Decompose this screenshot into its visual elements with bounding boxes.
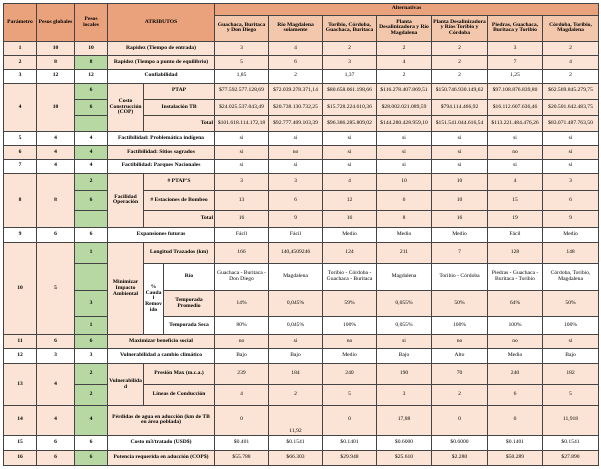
value-cell: 3 bbox=[377, 385, 432, 406]
global-weight: 8 bbox=[37, 55, 75, 69]
value-cell: Alto bbox=[432, 349, 488, 364]
table-row bbox=[4, 349, 599, 364]
value-cell: si bbox=[432, 132, 488, 146]
table-row bbox=[4, 210, 599, 227]
sub-attribute-label: Temporada Seca bbox=[164, 316, 215, 334]
table-row bbox=[4, 242, 599, 263]
param-number: 2 bbox=[4, 55, 37, 69]
value-cell: 13 bbox=[215, 191, 269, 211]
value-cell: $62.569.845.279,75 bbox=[543, 83, 599, 99]
value-cell: 140,4509246 bbox=[269, 242, 323, 263]
table-row bbox=[4, 159, 599, 173]
value-cell: si bbox=[543, 159, 599, 173]
value-cell: si bbox=[488, 159, 543, 173]
value-cell: $83.071.487.763,50 bbox=[543, 116, 599, 132]
value-cell: si bbox=[543, 146, 599, 160]
local-weight: 8 bbox=[75, 55, 108, 69]
alt-header: Toribio, Córdoba, Guachaca, Buritaca bbox=[323, 15, 377, 42]
param-number: 10 bbox=[4, 242, 37, 334]
value-cell: si bbox=[432, 146, 488, 160]
value-cell: no bbox=[323, 335, 377, 349]
value-cell: 50% bbox=[543, 291, 599, 316]
attribute-label: Expansiones futuras bbox=[108, 227, 215, 242]
value-cell: si bbox=[543, 335, 599, 349]
value-cell: 240 bbox=[488, 364, 543, 385]
table-row bbox=[4, 191, 599, 211]
global-weight: 4 bbox=[37, 159, 75, 173]
value-cell: 0,045% bbox=[269, 316, 323, 334]
value-cell: $27.890 bbox=[543, 450, 599, 465]
value-cell: si bbox=[377, 159, 432, 173]
value-cell: 2 bbox=[543, 42, 599, 56]
value-cell: 4 bbox=[215, 385, 269, 406]
local-weight: 1 bbox=[75, 242, 108, 263]
param-number: 7 bbox=[4, 159, 37, 173]
value-cell: $72.039.278.371,14 bbox=[269, 83, 323, 99]
value-cell: Medio bbox=[377, 227, 432, 242]
value-cell: 166 bbox=[215, 242, 269, 263]
value-cell: $0.6000 bbox=[377, 435, 432, 450]
attribute-label: Factibilidad: Sitios sagrados bbox=[108, 146, 215, 160]
value-cell: si bbox=[215, 132, 269, 146]
value-cell: 148 bbox=[543, 242, 599, 263]
value-cell: 2 bbox=[432, 385, 488, 406]
alt-header: Planta Desalinizadora y Río Magdalena bbox=[377, 15, 432, 42]
value-cell: $113.221.484.476,26 bbox=[488, 116, 543, 132]
table-row bbox=[4, 227, 599, 242]
value-cell: 16 bbox=[323, 210, 377, 227]
local-weight: 6 bbox=[75, 191, 108, 211]
attribute-label: Rapidez (Tiempo de entrada) bbox=[108, 42, 215, 56]
value-cell: 64% bbox=[488, 291, 543, 316]
value-cell: 5 bbox=[215, 55, 269, 69]
sub-attribute-label: # PTAP'S bbox=[144, 173, 215, 190]
table-row bbox=[4, 450, 599, 465]
sub-attribute-label: Temporada Promedio bbox=[164, 291, 215, 316]
global-weight: 6 bbox=[37, 435, 75, 450]
local-weight: 6 bbox=[75, 335, 108, 349]
value-cell: $16.112.607.636,46 bbox=[488, 99, 543, 115]
table-row bbox=[4, 146, 599, 160]
local-weight: 3 bbox=[75, 291, 108, 316]
value-cell: $20.501.642.483,75 bbox=[543, 99, 599, 115]
value-cell: $24.025.537.043,49 bbox=[215, 99, 269, 115]
value-cell: si bbox=[269, 132, 323, 146]
value-cell: $97.108.876.839,80 bbox=[488, 83, 543, 99]
table-row bbox=[4, 173, 599, 190]
header-pesos-locales: Pesos locales bbox=[75, 4, 108, 42]
value-cell: $0.1541 bbox=[269, 435, 323, 450]
global-weight: 6 bbox=[37, 335, 75, 349]
value-cell: $151.541.044.616,54 bbox=[432, 116, 488, 132]
table-row bbox=[4, 99, 599, 115]
local-weight: 4 bbox=[75, 405, 108, 435]
value-cell: 2 bbox=[432, 55, 488, 69]
value-cell: 0,055% bbox=[377, 316, 432, 334]
value-cell: $55.788 bbox=[215, 450, 269, 465]
local-weight: 10 bbox=[75, 42, 108, 56]
value-cell: 7 bbox=[432, 242, 488, 263]
value-cell: $28.002.021.089,59 bbox=[377, 99, 432, 115]
value-cell: 15 bbox=[488, 191, 543, 211]
value-cell: 6 bbox=[377, 191, 432, 211]
attribute-matrix-table bbox=[3, 3, 599, 466]
caudal-label: % Caudal Removido bbox=[144, 263, 164, 335]
value-cell: 4 bbox=[543, 55, 599, 69]
local-weight: 12 bbox=[75, 69, 108, 83]
table-row bbox=[4, 435, 599, 450]
sub-attribute-label: Río bbox=[164, 263, 215, 291]
value-cell: $66.303 bbox=[269, 450, 323, 465]
value-cell: si bbox=[377, 132, 432, 146]
table-row bbox=[4, 316, 599, 334]
value-cell: 4 bbox=[377, 55, 432, 69]
value-cell: Guachaca - Buritaca - Don Diego bbox=[215, 263, 269, 291]
attribute-label: Vulnerabilidad a cambio climático bbox=[108, 349, 215, 364]
table-row bbox=[4, 55, 599, 69]
value-cell: Medio bbox=[488, 349, 543, 364]
param-number: 4 bbox=[4, 83, 37, 131]
attribute-label: Maximizar beneficio social bbox=[108, 335, 215, 349]
value-cell: 59% bbox=[323, 291, 377, 316]
value-cell: 80% bbox=[215, 316, 269, 334]
param-number: 5 bbox=[4, 132, 37, 146]
value-cell: $794.114.466,92 bbox=[432, 99, 488, 115]
value-cell: $92.777.409.103,39 bbox=[269, 116, 323, 132]
alt-header: Planta Desalinizadora y Ríos Toribio y Córdoba bbox=[432, 15, 488, 42]
value-cell: 3 bbox=[269, 173, 323, 190]
value-cell: 16 bbox=[432, 210, 488, 227]
param-number: 12 bbox=[4, 349, 37, 364]
param-number: 14 bbox=[4, 405, 37, 435]
value-cell: si bbox=[323, 132, 377, 146]
param-number: 15 bbox=[4, 435, 37, 450]
value-cell: 3 bbox=[488, 42, 543, 56]
alt-header: Piedras, Guachaca, Buritaca y Toribio bbox=[488, 15, 543, 42]
value-cell: 3 bbox=[543, 173, 599, 190]
global-weight: 12 bbox=[37, 69, 75, 83]
param-number: 13 bbox=[4, 364, 37, 406]
value-cell: 190 bbox=[377, 364, 432, 385]
value-cell: 0 bbox=[488, 405, 543, 435]
value-cell: 3 bbox=[215, 173, 269, 190]
value-cell: 50% bbox=[432, 291, 488, 316]
param-number: 11 bbox=[4, 335, 37, 349]
attribute-label: Factibilidad: Parques Nacionales bbox=[108, 159, 215, 173]
local-weight: 3 bbox=[75, 349, 108, 364]
value-cell: no bbox=[432, 335, 488, 349]
attribute-label: Pérdidas de agua en aducción (km de TB en área poblada) bbox=[108, 405, 215, 435]
value-cell: $0.6000 bbox=[432, 435, 488, 450]
total-label: Total bbox=[144, 116, 215, 132]
value-cell: no bbox=[269, 146, 323, 160]
value-cell: Medio bbox=[323, 227, 377, 242]
value-cell: $96.386.285.809,02 bbox=[323, 116, 377, 132]
table-row bbox=[4, 364, 599, 385]
value-cell: 5 bbox=[323, 385, 377, 406]
value-cell: 9 bbox=[543, 210, 599, 227]
value-cell: 19 bbox=[488, 210, 543, 227]
value-cell: $116.278.407.869,51 bbox=[377, 83, 432, 99]
value-cell: 184 bbox=[269, 364, 323, 385]
value-cell: 4 bbox=[488, 173, 543, 190]
value-cell: Fácil bbox=[215, 227, 269, 242]
value-cell: $0.1401 bbox=[488, 435, 543, 450]
value-cell: 1,85 bbox=[215, 69, 269, 83]
sub-attribute-label: Presión Max (m.c.a.) bbox=[144, 364, 215, 385]
global-weight: 4 bbox=[37, 146, 75, 160]
value-cell: 211 bbox=[377, 242, 432, 263]
value-cell: 4 bbox=[323, 173, 377, 190]
value-cell: 182 bbox=[543, 364, 599, 385]
value-cell: si bbox=[543, 132, 599, 146]
sub-attribute-label: PTAP bbox=[144, 83, 215, 99]
local-weight: 2 bbox=[75, 364, 108, 385]
header-atributos: ATRIBUTOS bbox=[108, 4, 215, 42]
value-cell: si bbox=[377, 146, 432, 160]
value-cell: 100% bbox=[323, 316, 377, 334]
value-cell: si bbox=[215, 159, 269, 173]
value-cell: $77.592.577.128,69 bbox=[215, 83, 269, 99]
value-cell: 100% bbox=[543, 316, 599, 334]
table-row bbox=[4, 335, 599, 349]
value-cell: 100% bbox=[488, 316, 543, 334]
value-cell: no bbox=[488, 146, 543, 160]
value-cell: 2 bbox=[543, 69, 599, 83]
table-row bbox=[4, 263, 599, 291]
local-weight: 6 bbox=[75, 435, 108, 450]
value-cell: Bajo bbox=[215, 349, 269, 364]
local-weight: 6 bbox=[75, 227, 108, 242]
value-cell: 0,055% bbox=[377, 291, 432, 316]
value-cell: 11,918 bbox=[543, 405, 599, 435]
value-cell: 239 bbox=[215, 364, 269, 385]
group-label: Minimizar Impacto Ambiental bbox=[108, 242, 144, 334]
value-cell: 2 bbox=[323, 42, 377, 56]
local-weight bbox=[75, 263, 108, 291]
value-cell: 4 bbox=[269, 42, 323, 56]
value-cell: $29.948 bbox=[323, 450, 377, 465]
value-cell: 7 bbox=[488, 55, 543, 69]
value-cell: 0 bbox=[432, 405, 488, 435]
global-weight: 8 bbox=[37, 173, 75, 227]
param-number: 6 bbox=[4, 146, 37, 160]
table-row bbox=[4, 132, 599, 146]
value-cell: 10 bbox=[432, 173, 488, 190]
value-cell: $0.1541 bbox=[543, 435, 599, 450]
value-cell: $144.280.428.959,10 bbox=[377, 116, 432, 132]
value-cell: 2 bbox=[377, 69, 432, 83]
value-cell: si bbox=[432, 159, 488, 173]
local-weight: 6 bbox=[75, 450, 108, 465]
value-cell: 0 bbox=[215, 405, 269, 435]
local-weight: 6 bbox=[75, 83, 108, 99]
group-label: Facilidad Operación bbox=[108, 173, 144, 227]
value-cell: si bbox=[323, 159, 377, 173]
table-row bbox=[4, 83, 599, 99]
value-cell: si bbox=[215, 146, 269, 160]
value-cell: Medio bbox=[432, 227, 488, 242]
value-cell: si bbox=[377, 335, 432, 349]
value-cell: Córdoba, Toribio, Magdalena bbox=[543, 263, 599, 291]
value-cell: 16 bbox=[215, 210, 269, 227]
local-weight: 2 bbox=[75, 173, 108, 190]
param-number: 3 bbox=[4, 69, 37, 83]
value-cell: Fácil bbox=[269, 227, 323, 242]
alt-header: Río Magdalena solamente bbox=[269, 15, 323, 42]
global-weight: 4 bbox=[37, 132, 75, 146]
value-cell: Bajo bbox=[377, 349, 432, 364]
local-weight: 4 bbox=[75, 132, 108, 146]
value-cell: 6 bbox=[269, 191, 323, 211]
local-weight: 1 bbox=[75, 316, 108, 334]
global-weight: 3 bbox=[37, 349, 75, 364]
value-cell: 100% bbox=[432, 316, 488, 334]
param-number: 16 bbox=[4, 450, 37, 465]
value-cell: Fácil bbox=[488, 227, 543, 242]
group-label: Vulnerabilidad bbox=[108, 364, 144, 406]
value-cell: 12 bbox=[323, 191, 377, 211]
value-cell: $150.746.930.149,62 bbox=[432, 83, 488, 99]
value-cell: 10 bbox=[377, 173, 432, 190]
value-cell: 1,37 bbox=[323, 69, 377, 83]
header-parametro: Parámetro bbox=[4, 4, 37, 42]
local-weight bbox=[75, 116, 108, 132]
local-weight: 2 bbox=[75, 385, 108, 406]
value-cell: $50.289 bbox=[488, 450, 543, 465]
value-cell: 128 bbox=[488, 242, 543, 263]
value-cell: 3 bbox=[323, 55, 377, 69]
value-cell: Toribio - Córdoba - Guachaca - Buritaca bbox=[323, 263, 377, 291]
sub-attribute-label: # Estaciones de Bombeo bbox=[144, 191, 215, 211]
table-row bbox=[4, 42, 599, 56]
global-weight: 4 bbox=[37, 364, 75, 406]
value-cell: $20.738.130.732,25 bbox=[269, 99, 323, 115]
header-alternativas: Alternativas bbox=[215, 4, 599, 16]
value-cell: si bbox=[488, 132, 543, 146]
value-cell: 240 bbox=[323, 364, 377, 385]
value-cell: 5 bbox=[543, 385, 599, 406]
value-cell: Magdalena bbox=[269, 263, 323, 291]
group-label: Costo Construcción (COP) bbox=[108, 83, 144, 131]
table-row bbox=[4, 291, 599, 316]
global-weight: 10 bbox=[37, 42, 75, 56]
value-cell: $101.618.114.172,18 bbox=[215, 116, 269, 132]
table-row bbox=[4, 116, 599, 132]
value-cell: no bbox=[215, 335, 269, 349]
value-cell: Medio bbox=[543, 227, 599, 242]
global-weight: 4 bbox=[37, 405, 75, 435]
value-cell: $25.610 bbox=[377, 450, 432, 465]
total-label: Total bbox=[144, 210, 215, 227]
value-cell: si bbox=[323, 146, 377, 160]
value-cell: 17,88 bbox=[377, 405, 432, 435]
global-weight: 6 bbox=[37, 227, 75, 242]
value-cell: 2 bbox=[432, 69, 488, 83]
alt-header: Córdoba, Toribio, Magdalena bbox=[543, 15, 599, 42]
value-cell: 124 bbox=[323, 242, 377, 263]
sub-attribute-label: Instalación TB bbox=[144, 99, 215, 115]
value-cell: 14% bbox=[215, 291, 269, 316]
value-cell: 10 bbox=[432, 191, 488, 211]
value-cell: $0.401 bbox=[215, 435, 269, 450]
value-cell: 70 bbox=[432, 364, 488, 385]
param-number: 8 bbox=[4, 173, 37, 227]
param-number: 9 bbox=[4, 227, 37, 242]
value-cell: $2.280 bbox=[432, 450, 488, 465]
alt-header: Guachaca, Buritaca y Don Diego bbox=[215, 15, 269, 42]
value-cell: Medio bbox=[323, 349, 377, 364]
global-weight: 6 bbox=[37, 450, 75, 465]
attribute-label: Rapidez (Tiempo a punto de equilibrio) bbox=[108, 55, 215, 69]
sub-attribute-label: Líneas de Conducción bbox=[144, 385, 215, 406]
header-pesos-globales: Pesos globales bbox=[37, 4, 75, 42]
value-cell: 2 bbox=[432, 42, 488, 56]
value-cell: Bajo bbox=[269, 349, 323, 364]
attribute-label: Factibilidad: Problemática indígena bbox=[108, 132, 215, 146]
value-cell: 0 bbox=[323, 405, 377, 435]
attribute-label: Potencia requerida en aducción (COP$) bbox=[108, 450, 215, 465]
value-cell: 6 bbox=[488, 385, 543, 406]
value-cell: Magdalena bbox=[377, 263, 432, 291]
value-cell: $80.658.061.198,66 bbox=[323, 83, 377, 99]
value-cell: 8 bbox=[377, 210, 432, 227]
value-cell: 2 bbox=[269, 69, 323, 83]
table-row bbox=[4, 405, 599, 435]
value-cell: 6 bbox=[543, 191, 599, 211]
value-cell: Toribio - Córdoba bbox=[432, 263, 488, 291]
value-cell: 6 bbox=[269, 55, 323, 69]
global-weight: 10 bbox=[37, 83, 75, 131]
attribute-label: Confiabilidad bbox=[108, 69, 215, 83]
value-cell: 9 bbox=[269, 210, 323, 227]
value-cell: 0,045% bbox=[269, 291, 323, 316]
table-row bbox=[4, 385, 599, 406]
value-cell: 2 bbox=[269, 385, 323, 406]
param-number: 1 bbox=[4, 42, 37, 56]
attribute-label: Costo m3/tratado (USD$) bbox=[108, 435, 215, 450]
value-cell: no bbox=[488, 335, 543, 349]
sub-attribute-label: Longitud Trazados (km) bbox=[144, 242, 215, 263]
value-cell: 2 bbox=[377, 42, 432, 56]
local-weight: 6 bbox=[75, 99, 108, 115]
local-weight: 4 bbox=[75, 146, 108, 160]
table-row bbox=[4, 69, 599, 83]
value-cell: 3 bbox=[215, 42, 269, 56]
value-cell: Bajo bbox=[543, 349, 599, 364]
global-weight: 5 bbox=[37, 242, 75, 334]
value-cell: Piedras - Guachaca - Buritaca - Toribio bbox=[488, 263, 543, 291]
local-weight bbox=[75, 210, 108, 227]
value-cell: $15.728.224.610,36 bbox=[323, 99, 377, 115]
value-cell: si bbox=[269, 159, 323, 173]
value-cell: si bbox=[269, 335, 323, 349]
local-weight: 4 bbox=[75, 159, 108, 173]
value-cell: 11,92 bbox=[269, 405, 323, 435]
value-cell: 1,25 bbox=[488, 69, 543, 83]
value-cell: $0.1401 bbox=[323, 435, 377, 450]
